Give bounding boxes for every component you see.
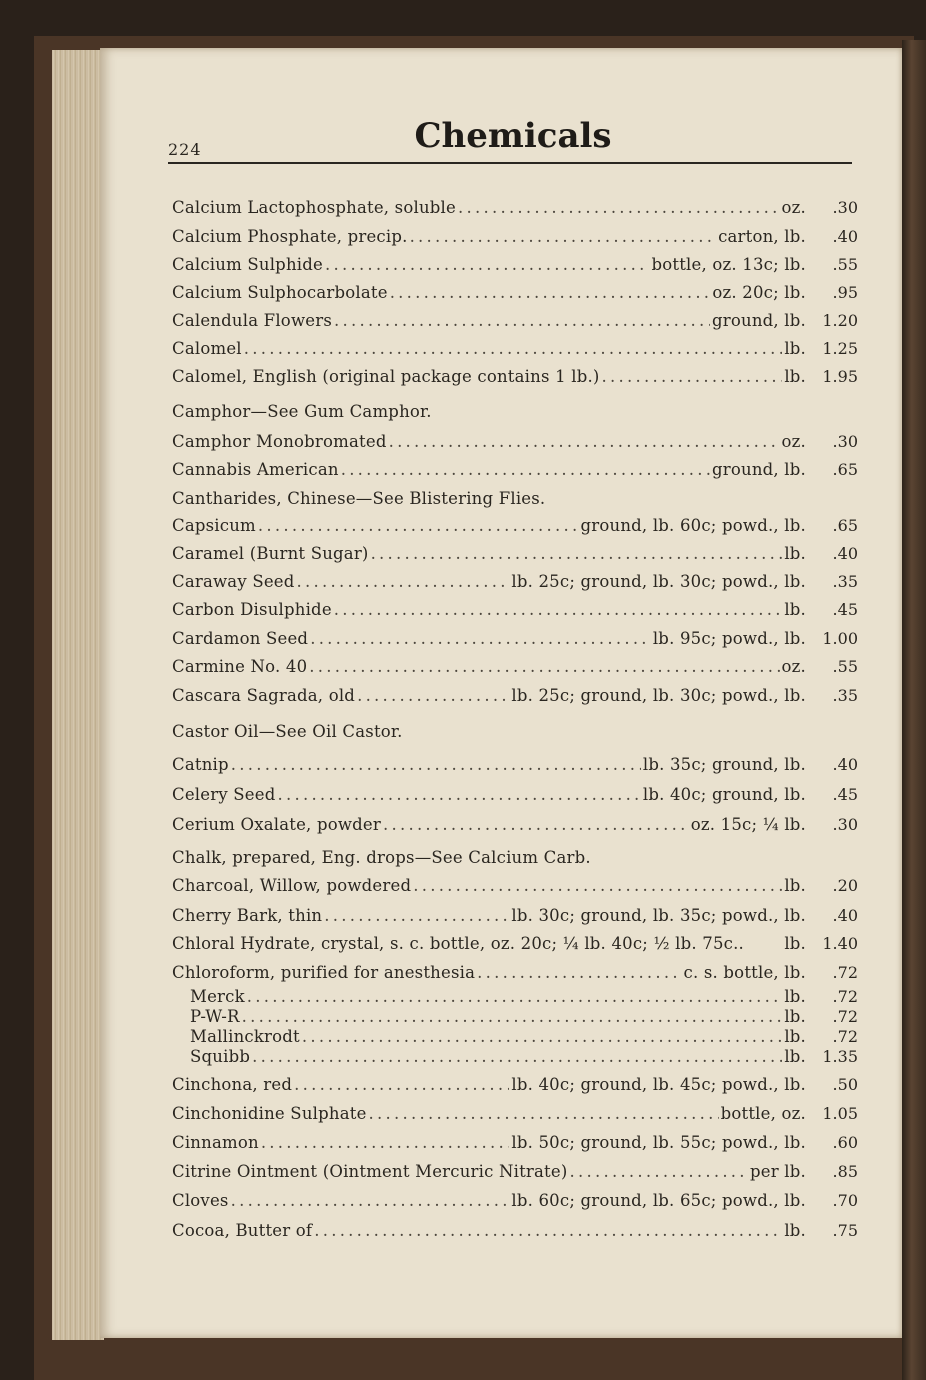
item-unit: lb. 95c; powd., lb. [652, 629, 806, 648]
list-item [172, 367, 806, 386]
leader-dots [390, 283, 711, 302]
list-item [172, 629, 806, 648]
item-name: Merck [190, 987, 245, 1006]
item-unit: lb. [784, 1007, 806, 1026]
item-unit: oz. 15c; ¼ lb. [690, 815, 806, 834]
page-title: Chemicals [414, 116, 612, 156]
list-item [172, 572, 806, 591]
leader-dots [334, 600, 783, 619]
item-name: Catnip [172, 755, 229, 774]
item-name: Caramel (Burnt Sugar) [172, 544, 369, 563]
item-price: .95 [832, 283, 858, 302]
item-name: Camphor—See Gum Camphor. [172, 402, 432, 421]
list-item [172, 876, 806, 895]
item-price: .35 [832, 686, 858, 705]
leader-dots [324, 906, 509, 925]
leader-dots [294, 1075, 509, 1094]
item-name: Calcium Sulphocarbolate [172, 283, 388, 302]
item-price: .85 [832, 1162, 858, 1181]
item-price: .75 [832, 1221, 858, 1240]
list-item [172, 848, 806, 867]
item-price: .40 [832, 227, 858, 246]
list-item [172, 339, 806, 358]
list-item [172, 755, 806, 774]
item-name: Mallinckrodt [190, 1027, 300, 1046]
item-name: Cerium Oxalate, powder [172, 815, 381, 834]
item-unit: ground, lb. [712, 460, 806, 479]
item-name: Cloves [172, 1191, 229, 1210]
leader-dots [297, 572, 510, 591]
list-item [172, 198, 806, 217]
item-name: Cinchona, red [172, 1075, 293, 1094]
item-unit: oz. [781, 198, 806, 217]
item-price: .55 [832, 255, 858, 274]
header-rule [168, 162, 852, 164]
item-name: Cherry Bark, thin [172, 906, 323, 925]
item-name: Calomel [172, 339, 242, 358]
list-item [190, 1047, 806, 1066]
leader-dots [371, 544, 783, 563]
item-price: .35 [832, 572, 858, 591]
list-item [172, 934, 806, 953]
list-item [172, 460, 806, 479]
item-unit: lb. [784, 600, 806, 619]
item-name: Cardamon Seed [172, 629, 309, 648]
item-unit: c. s. bottle, lb. [683, 963, 806, 982]
item-unit: ground, lb. [712, 311, 806, 330]
item-price: .30 [832, 198, 858, 217]
item-unit: lb. [784, 339, 806, 358]
list-item [172, 1221, 806, 1240]
leader-dots [231, 1191, 510, 1210]
leader-dots [258, 516, 579, 535]
item-unit: lb. [784, 1027, 806, 1046]
list-item [172, 722, 806, 741]
item-unit: lb. 40c; ground, lb. [642, 785, 806, 804]
list-item [172, 516, 806, 535]
item-unit: bottle, oz. 13c; lb. [651, 255, 806, 274]
item-unit: bottle, oz. [720, 1104, 806, 1123]
leader-dots [309, 657, 779, 676]
item-price: 1.05 [822, 1104, 858, 1123]
item-unit: carton, lb. [718, 227, 806, 246]
item-price: .40 [832, 906, 858, 925]
list-item [172, 906, 806, 925]
leader-dots [244, 339, 783, 358]
item-unit: lb. 40c; ground, lb. 45c; powd., lb. [511, 1075, 806, 1094]
item-name: Chloral Hydrate, crystal, s. c. bottle, oz. 20c; ¼ lb. 40c; ½ lb. 75c.. [172, 934, 744, 953]
list-item [172, 255, 806, 274]
leader-dots [341, 460, 710, 479]
list-item [172, 686, 806, 705]
leader-dots [602, 367, 783, 386]
list-item [172, 1133, 806, 1152]
leader-dots [325, 255, 649, 274]
item-unit: lb. [784, 987, 806, 1006]
item-name: Calcium Lactophosphate, soluble [172, 198, 456, 217]
item-price: 1.40 [822, 934, 858, 953]
leader-dots [242, 1007, 783, 1026]
leader-dots [334, 311, 710, 330]
leader-dots [302, 1027, 782, 1046]
item-name: Cinchonidine Sulphate [172, 1104, 367, 1123]
list-item [172, 283, 806, 302]
item-price: .40 [832, 755, 858, 774]
leader-dots [369, 1104, 719, 1123]
leader-dots [570, 1162, 749, 1181]
item-price: .72 [832, 963, 858, 982]
leader-dots [310, 629, 651, 648]
list-item [190, 1007, 806, 1026]
item-unit: oz. [781, 432, 806, 451]
list-item [172, 1162, 806, 1181]
item-unit: lb. [784, 934, 806, 953]
item-price: .70 [832, 1191, 858, 1210]
item-price: 1.00 [822, 629, 858, 648]
item-name: Castor Oil—See Oil Castor. [172, 722, 403, 741]
item-price: 1.20 [822, 311, 858, 330]
item-unit: lb. 30c; ground, lb. 35c; powd., lb. [511, 906, 806, 925]
leader-dots [477, 963, 681, 982]
item-name: Carmine No. 40 [172, 657, 308, 676]
item-name: Cannabis American [172, 460, 339, 479]
item-unit: oz. [781, 657, 806, 676]
item-price: .65 [832, 516, 858, 535]
item-name: Calomel, English (original package contains 1 lb.) [172, 367, 600, 386]
list-item [172, 489, 806, 508]
leader-dots [413, 876, 782, 895]
leader-dots [410, 227, 717, 246]
item-name: Chloroform, purified for anesthesia [172, 963, 476, 982]
item-name: Cinnamon [172, 1133, 259, 1152]
item-name: Calcium Sulphide [172, 255, 323, 274]
list-item [172, 544, 806, 563]
list-item [172, 657, 806, 676]
item-name: Cocoa, Butter of [172, 1221, 313, 1240]
item-name: Carbon Disulphide [172, 600, 332, 619]
item-unit: lb. 25c; ground, lb. 30c; powd., lb. [511, 686, 806, 705]
list-item [172, 963, 806, 982]
item-price: .50 [832, 1075, 858, 1094]
item-unit: lb. 35c; ground, lb. [642, 755, 806, 774]
item-unit: per lb. [750, 1162, 806, 1181]
item-price: .72 [832, 1027, 858, 1046]
item-unit: lb. [784, 544, 806, 563]
item-price: .45 [832, 600, 858, 619]
item-unit: lb. 60c; ground, lb. 65c; powd., lb. [511, 1191, 806, 1210]
list-item [172, 1104, 806, 1123]
item-name: Citrine Ointment (Ointment Mercuric Nitrate) [172, 1162, 568, 1181]
item-unit: lb. [784, 876, 806, 895]
list-item [172, 1075, 806, 1094]
list-item [190, 987, 806, 1006]
list-item [172, 600, 806, 619]
item-name: Caraway Seed [172, 572, 295, 591]
item-price: .30 [832, 815, 858, 834]
item-price: .20 [832, 876, 858, 895]
leader-dots [231, 755, 641, 774]
list-item [172, 227, 806, 246]
item-unit: lb. [784, 367, 806, 386]
item-name: Cascara Sagrada, old [172, 686, 356, 705]
list-item [172, 815, 806, 834]
leader-dots [383, 815, 689, 834]
leader-dots [247, 987, 783, 1006]
item-name: Calendula Flowers [172, 311, 332, 330]
list-item [172, 432, 806, 451]
list-item [172, 311, 806, 330]
page-number: 224 [168, 140, 202, 159]
item-name: Chalk, prepared, Eng. drops—See Calcium Carb. [172, 848, 591, 867]
item-price: .30 [832, 432, 858, 451]
item-name: Celery Seed [172, 785, 276, 804]
item-price: .72 [832, 1007, 858, 1026]
list-item [172, 1191, 806, 1210]
item-price: 1.35 [822, 1047, 858, 1066]
item-price: 1.95 [822, 367, 858, 386]
item-price: .40 [832, 544, 858, 563]
leader-dots [357, 686, 509, 705]
leader-dots [252, 1047, 782, 1066]
item-name: Capsicum [172, 516, 256, 535]
leader-dots [277, 785, 640, 804]
list-item [190, 1027, 806, 1046]
item-name: Calcium Phosphate, precip. [172, 227, 408, 246]
item-name: Camphor Monobromated [172, 432, 387, 451]
item-unit: lb. [784, 1047, 806, 1066]
page-edges [52, 50, 104, 1340]
item-price: .72 [832, 987, 858, 1006]
item-price: .65 [832, 460, 858, 479]
item-price: .55 [832, 657, 858, 676]
list-item [172, 785, 806, 804]
list-item [172, 402, 806, 421]
item-unit: lb. [784, 1221, 806, 1240]
item-name: Squibb [190, 1047, 251, 1066]
item-price: 1.25 [822, 339, 858, 358]
item-unit: oz. 20c; lb. [712, 283, 806, 302]
leader-dots [261, 1133, 510, 1152]
item-unit: lb. 25c; ground, lb. 30c; powd., lb. [511, 572, 806, 591]
item-price: .45 [832, 785, 858, 804]
item-name: P-W-R [190, 1007, 240, 1026]
leader-dots [458, 198, 780, 217]
facing-page-edge [902, 40, 926, 1380]
item-unit: ground, lb. 60c; powd., lb. [580, 516, 806, 535]
item-name: Charcoal, Willow, powdered [172, 876, 412, 895]
leader-dots [389, 432, 780, 451]
item-unit: lb. 50c; ground, lb. 55c; powd., lb. [511, 1133, 806, 1152]
item-name: Cantharides, Chinese—See Blistering Flies. [172, 489, 546, 508]
leader-dots [314, 1221, 782, 1240]
item-price: .60 [832, 1133, 858, 1152]
